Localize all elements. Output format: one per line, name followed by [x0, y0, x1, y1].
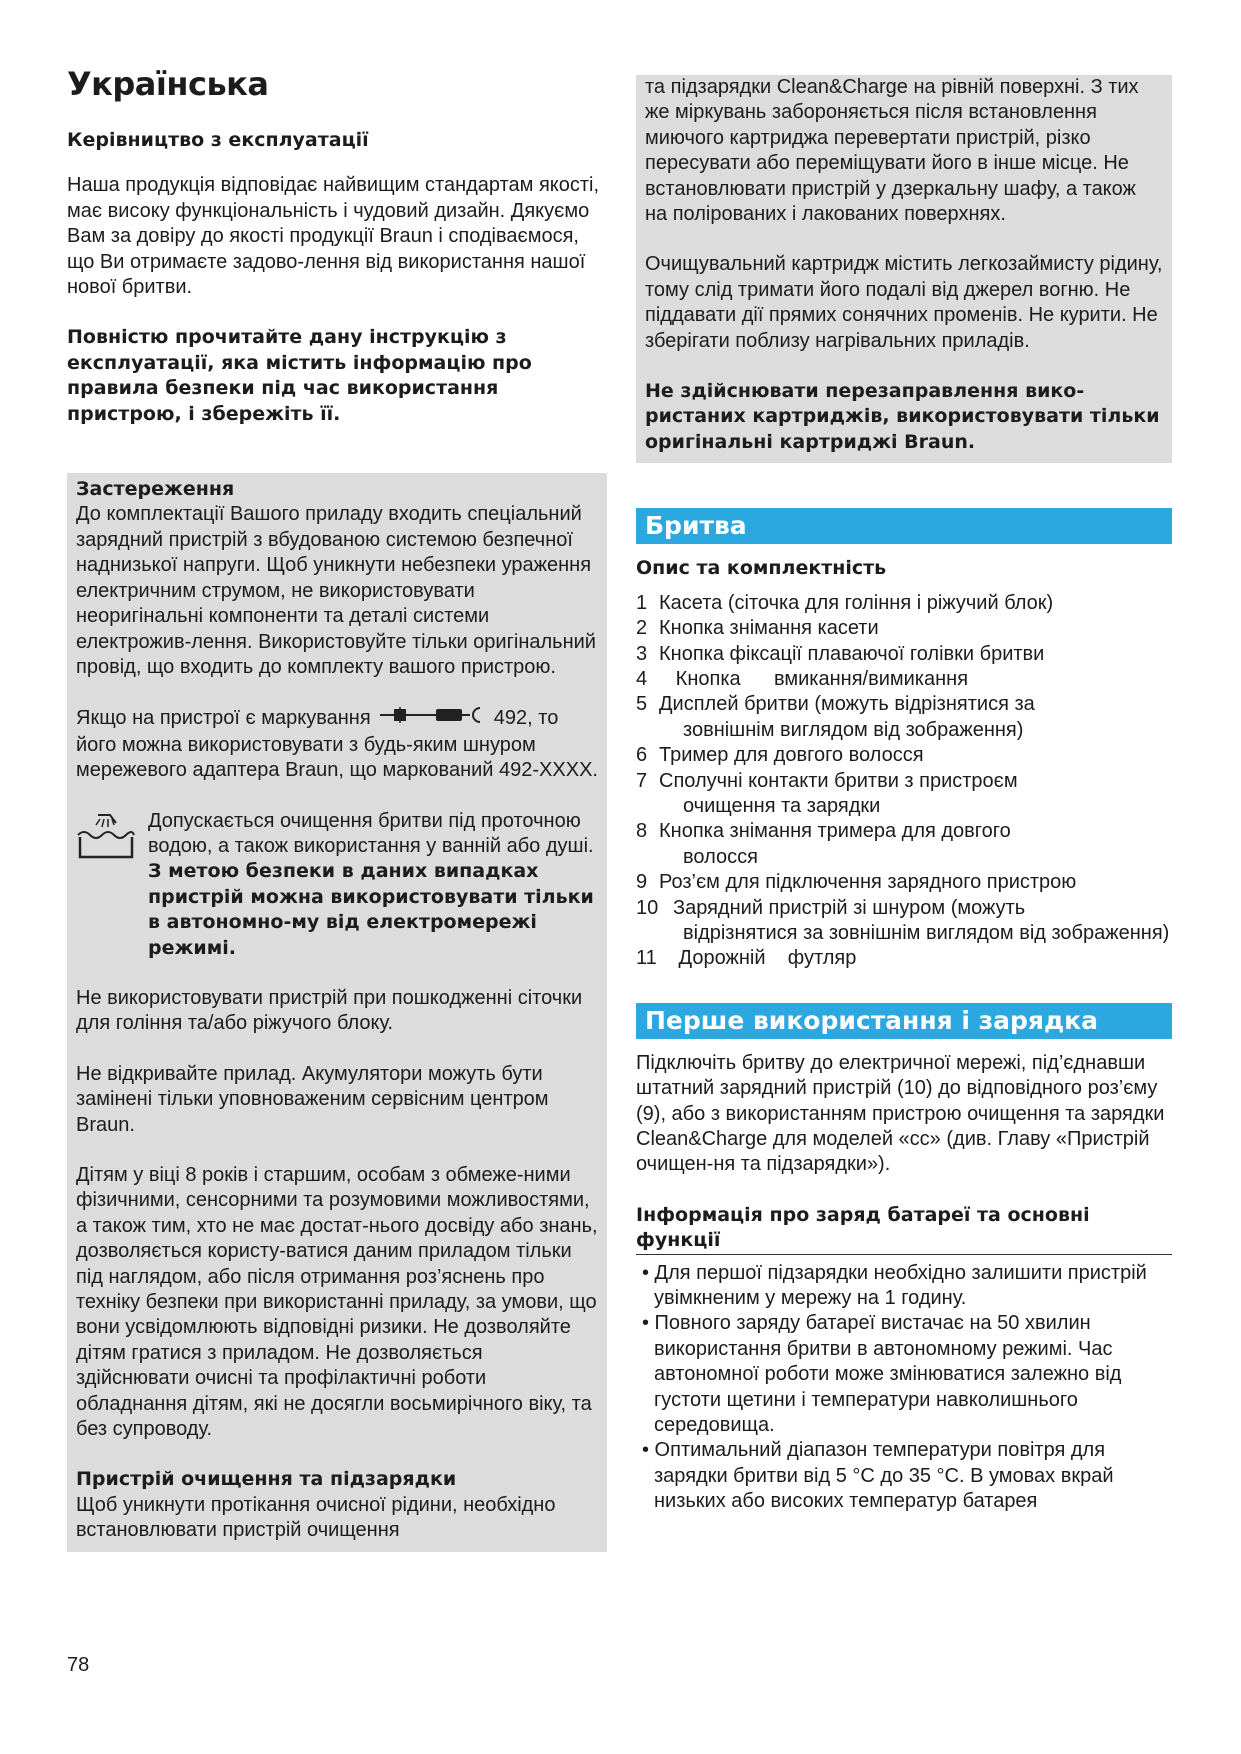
parts-item-continuation: очищення та зарядки — [683, 794, 881, 817]
parts-item-text: Дорожній футляр — [673, 947, 857, 970]
adapter-marking-icon — [380, 705, 484, 732]
warning-paragraph-5: Не відкривайте прилад. Акумулятори можуть бути замінені тільки уповноваженим сервісним центром Braun. — [76, 1062, 549, 1136]
box-paragraph-1: та підзарядки Clean&Charge на рівній поверхні. З тих же міркувань забороняється після встановлення миючого картриджа перевертати пристрій, різко пересувати або переміщувати його в інше місце. Не встановлювати пристрій у дзеркальну шафу, а також на полірованих і лакованих поверхнях. — [645, 76, 1139, 226]
parts-list-item — [636, 616, 1172, 641]
marking-text: Якщо на пристрої є маркування — [76, 707, 371, 730]
parts-list-item — [636, 896, 1172, 947]
parts-item-text: Роз’єм для підключення зарядного пристрою — [659, 871, 1077, 894]
parts-item-text: Сполучні контакти бритви з пристроєм — [659, 769, 1018, 792]
parts-item-text: Кнопка вмикання/вимикання — [659, 667, 969, 690]
parts-item-number: 8 — [636, 820, 648, 843]
parts-item-number: 4 — [636, 667, 648, 690]
parts-item-number: 6 — [636, 744, 648, 767]
parts-list — [636, 591, 1172, 972]
left-column — [67, 64, 607, 1552]
parts-item-number: 2 — [636, 617, 648, 640]
first-use-paragraph: Підключіть бритву до електричної мережі, під’єднавши штатний зарядний пристрій (10) до відповідного роз’єму (9), або з використанням пристрою очищення та зарядки Clean&Charge для моделей «cc» (див. Главу «Пристрій очищен-ня та підзарядки»). — [636, 1051, 1165, 1176]
parts-item-continuation: зовнішнім виглядом від зображення) — [683, 718, 1024, 741]
parts-item-text: Касета (сіточка для гоління і ріжучий блок) — [659, 591, 1054, 614]
section-banner-shaver: Бритва — [636, 508, 1172, 544]
parts-list-item — [636, 667, 1172, 692]
battery-bullet-item: • Для першої підзарядки необхідно залишити пристрій увімкненим у мережу на 1 годину. — [642, 1261, 1147, 1310]
parts-list-item — [636, 819, 1172, 870]
parts-list-item — [636, 946, 1172, 971]
warning-paragraph-1: До комплектації Вашого приладу входить спеціальний зарядний пристрій з вбудованою системою безпечної наднизької напруги. Щоб уникнути небезпеки ураження електричним струмом, не використовувати неоригінальні компоненти та деталі системи електрожив-лення. Використовуйте тільки оригінальний провід, що входить до комплекту вашого пристрою. — [76, 503, 596, 678]
warning-title: Застереження — [76, 478, 235, 501]
intro-paragraph: Наша продукція відповідає найвищим стандартам якості, має високу функціональність і чудовий дизайн. Дякуємо Вам за довіру до якості продукції Braun і сподіваємося, що Ви отримаєте задово-лення від використання нашої нової бритви. — [67, 174, 600, 299]
warning-paragraph-6: Дітям у віці 8 років і старшим, особам з обмеже-ними фізичними, сенсорними та розумовими можливостями, а також тим, хто не має достат-нього досвіду або знань, дозволяється користу-ватися даним приладом тільки під наглядом, або після отримання роз’яснень про техніку безпеки при використанні приладу, за умови, що вони усвідомлюють відповідні ризики. Не дозволяйте дітям гратися з приладом. Не дозволяється здійснювати очисні та профілактичні роботи обладнання дітям, які не досягли восьмирічного віку, та без супроводу. — [76, 1164, 598, 1441]
parts-item-text: Кнопка знімання касети — [659, 617, 879, 640]
parts-item-text: Дисплей бритви (можуть відрізнятися за — [659, 693, 1035, 716]
parts-list-item — [636, 692, 1172, 743]
warning-box — [67, 473, 607, 1552]
parts-item-number: 10 — [636, 896, 659, 919]
page-title: Українська — [67, 65, 269, 103]
battery-bullets — [636, 1261, 1172, 1515]
parts-item-number: 9 — [636, 871, 648, 894]
battery-bullet-item: • Оптимальний діапазон температури повітря для зарядки бритви від 5 °C до 35 °C. В умовах вкрай низьких або високих температур батарея — [642, 1439, 1114, 1513]
water-bold-text: З метою безпеки в даних випадках пристрій можна використовувати тільки в автономно-му від електромережі режимі. — [148, 860, 594, 959]
right-column — [636, 75, 1172, 1515]
manual-subtitle: Керівництво з експлуатації — [67, 129, 369, 151]
box-bold-paragraph: Не здійснювати перезаправлення вико-ристаних картриджів, використовувати тільки оригінальні картриджі Braun. — [645, 380, 1160, 453]
parts-item-text: Зарядний пристрій зі шнуром (можуть — [673, 896, 1026, 919]
page-number: 78 — [67, 1654, 90, 1676]
water-usage-row — [76, 809, 598, 961]
parts-item-number: 1 — [636, 591, 648, 614]
parts-item-number: 11 — [636, 947, 657, 970]
parts-list-item — [636, 642, 1172, 667]
warning-paragraph-2 — [76, 705, 598, 783]
parts-list-item — [636, 870, 1172, 895]
intro-bold-paragraph: Повністю прочитайте дану інструкцію з експлуатації, яка містить інформацію про правила безпеки під час використання пристрою, і збережіть її. — [67, 326, 532, 425]
parts-item-text: Кнопка знімання тримера для довгого — [659, 820, 1011, 843]
box-paragraph-2: Очищувальний картридж містить легкозаймисту рідину, тому слід тримати його подалі від джерел вогню. Не піддавати дії прямих сонячних променів. Не курити. Не зберігати поблизу нагрівальних приладів. — [645, 253, 1163, 352]
water-text: Допускається очищення бритви під проточною водою, а також використання у ванній або душі. — [148, 809, 594, 857]
marking-text-cont: 492, то його можна використовувати з будь-яким шнуром мережевого адаптера Braun, що маркований 492-XXXX. — [76, 707, 598, 782]
water-usage-text — [148, 809, 598, 961]
warning-paragraph-4: Не використовувати пристрій при пошкодженні сіточки для гоління та/або ріжучого блоку. — [76, 986, 583, 1035]
section-banner-first-use: Перше використання і зарядка — [636, 1003, 1172, 1039]
parts-list-item — [636, 769, 1172, 820]
battery-info-title: Інформація про заряд батареї та основні функції — [636, 1203, 1172, 1255]
battery-bullet-item: • Повного заряду батареї вистачає на 50 хвилин використання бритви в автономному режимі. Час автономної роботи може змінюватися залежно від густоти щетини і температури навколишнього середовища. — [642, 1312, 1122, 1437]
parts-item-continuation: волосся — [683, 845, 758, 868]
parts-list-item — [636, 591, 1172, 616]
parts-item-number: 3 — [636, 642, 648, 665]
parts-item-continuation: відрізнятися за зовнішнім виглядом від зображення) — [683, 921, 1170, 944]
parts-item-text: Кнопка фіксації плаваючої голівки бритви — [659, 642, 1045, 665]
right-warning-box — [636, 75, 1172, 463]
parts-item-text: Тример для довгого волосся — [659, 744, 924, 767]
parts-item-number: 5 — [636, 693, 648, 716]
cleaning-station-title: Пристрій очищення та підзарядки — [76, 1468, 457, 1491]
shower-bath-icon — [76, 809, 148, 868]
description-title: Опис та комплектність — [636, 557, 887, 580]
cleaning-station-text: Щоб уникнути протікання очисної рідини, необхідно встановлювати пристрій очищення — [76, 1493, 556, 1542]
parts-item-number: 7 — [636, 769, 648, 792]
parts-list-item — [636, 743, 1172, 768]
